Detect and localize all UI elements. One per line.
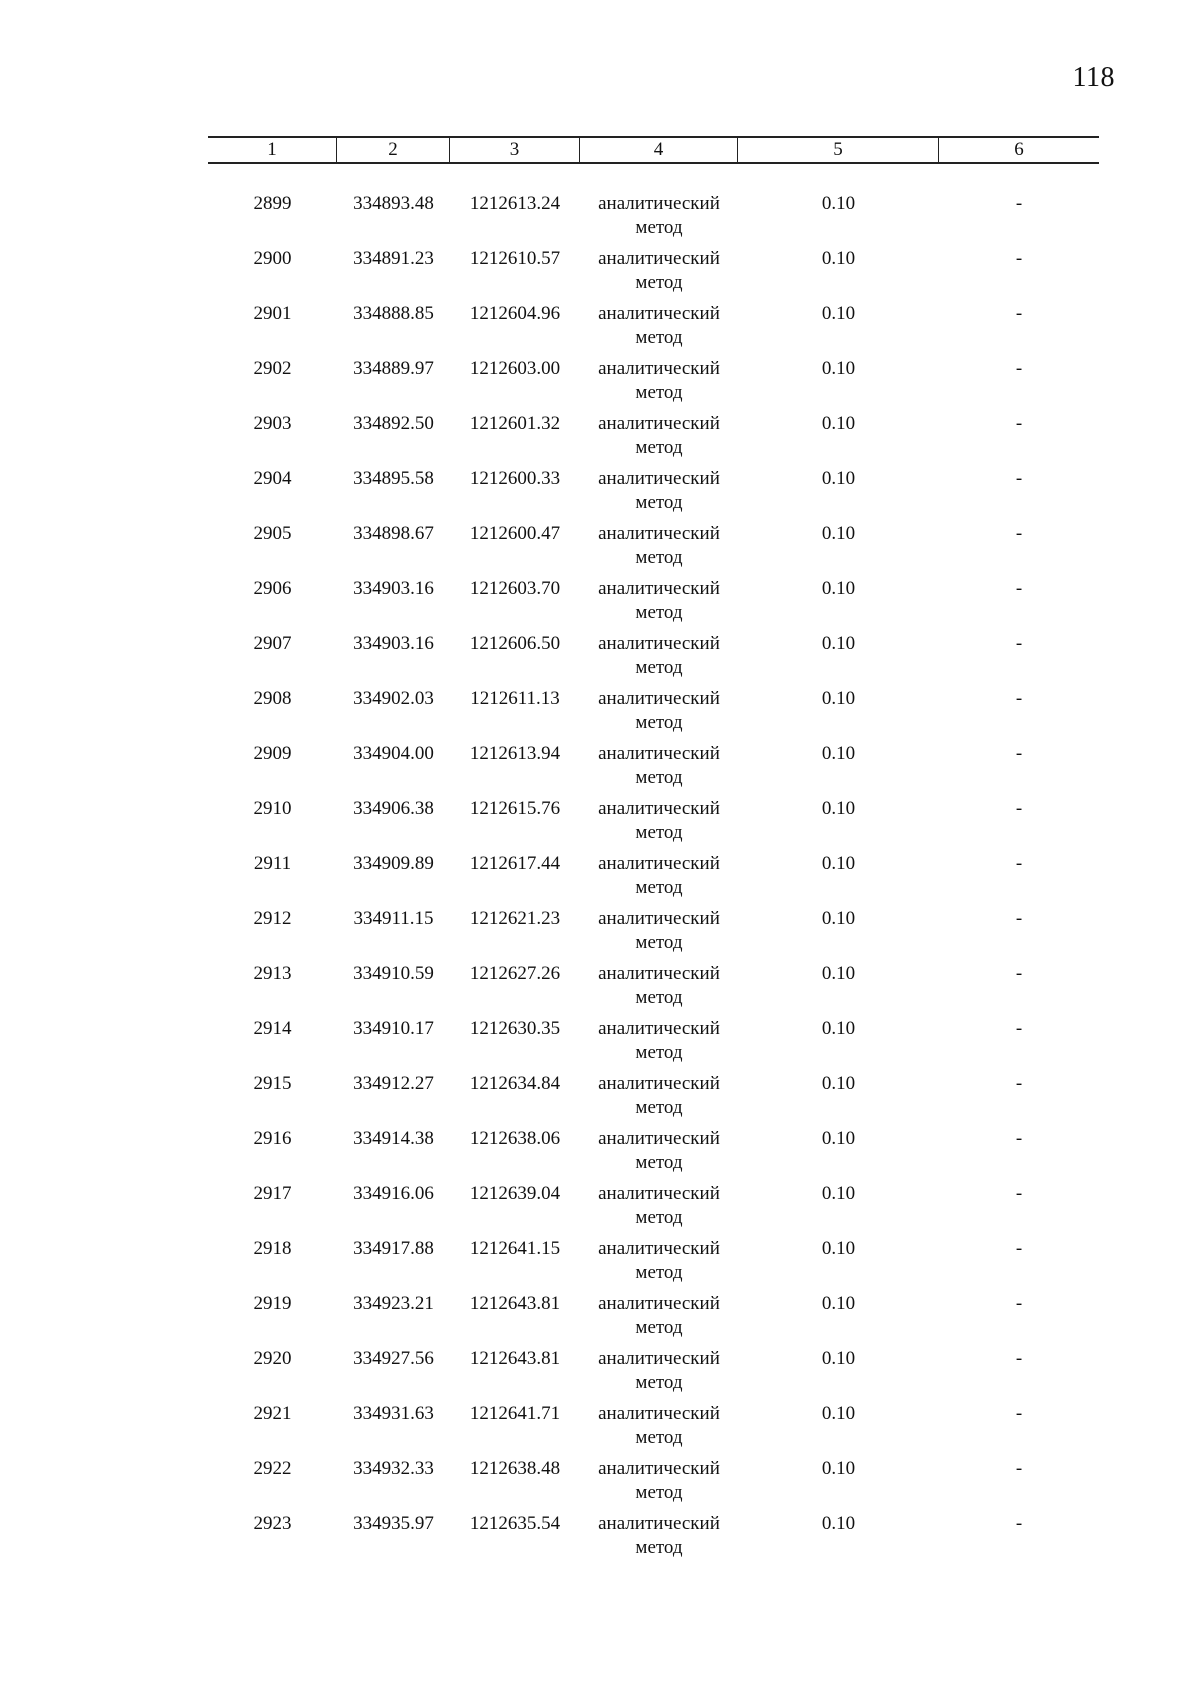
table-row [208, 1072, 1099, 1127]
point-number-cell: 2911 [253, 853, 292, 874]
accuracy-cell: 0.10 [821, 578, 856, 599]
method-cell [580, 1457, 738, 1505]
method-text: аналитический [598, 798, 720, 819]
x-coordinate-cell: 334888.85 [353, 303, 434, 324]
note-cell: - [1015, 743, 1023, 764]
y-coordinate-cell: 1212641.71 [469, 1403, 561, 1424]
method-text: метод [635, 877, 683, 898]
note-cell: - [1015, 413, 1023, 434]
note-cell: - [1015, 523, 1023, 544]
x-coordinate-cell: 334911.15 [353, 908, 434, 929]
method-text: аналитический [598, 853, 720, 874]
column-header: 4 [580, 138, 738, 162]
method-text: аналитический [598, 1348, 720, 1369]
y-coordinate-cell: 1212627.26 [469, 963, 561, 984]
method-text: метод [635, 272, 683, 293]
method-text: метод [635, 712, 683, 733]
x-coordinate-cell: 334906.38 [353, 798, 434, 819]
x-coordinate-cell: 334898.67 [353, 523, 434, 544]
method-cell [580, 1072, 738, 1120]
accuracy-cell: 0.10 [821, 743, 856, 764]
note-cell: - [1015, 468, 1023, 489]
y-coordinate-cell: 1212639.04 [469, 1183, 561, 1204]
method-text: метод [635, 492, 683, 513]
method-text: аналитический [598, 1293, 720, 1314]
y-coordinate-cell: 1212643.81 [469, 1348, 561, 1369]
y-coordinate-cell: 1212610.57 [469, 248, 561, 269]
accuracy-cell: 0.10 [821, 963, 856, 984]
method-cell [580, 1237, 738, 1285]
note-cell: - [1015, 578, 1023, 599]
accuracy-cell: 0.10 [821, 1348, 856, 1369]
point-number-cell: 2909 [253, 743, 292, 764]
x-coordinate-cell: 334893.48 [353, 193, 434, 214]
method-text: аналитический [598, 908, 720, 929]
page-number: 118 [1072, 62, 1115, 93]
note-cell: - [1015, 248, 1023, 269]
method-cell [580, 467, 738, 515]
x-coordinate-cell: 334931.63 [353, 1403, 434, 1424]
method-cell [580, 577, 738, 625]
point-number-cell: 2910 [253, 798, 292, 819]
method-text: аналитический [598, 303, 720, 324]
method-text: аналитический [598, 358, 720, 379]
note-cell: - [1015, 303, 1023, 324]
x-coordinate-cell: 334923.21 [353, 1293, 434, 1314]
y-coordinate-cell: 1212617.44 [469, 853, 561, 874]
method-text: метод [635, 217, 683, 238]
y-coordinate-cell: 1212615.76 [469, 798, 561, 819]
method-cell [580, 1402, 738, 1450]
note-cell: - [1015, 1458, 1023, 1479]
accuracy-cell: 0.10 [821, 1073, 856, 1094]
note-cell: - [1015, 193, 1023, 214]
column-header: 1 [208, 138, 337, 162]
column-header: 2 [337, 138, 450, 162]
accuracy-cell: 0.10 [821, 688, 856, 709]
y-coordinate-cell: 1212621.23 [469, 908, 561, 929]
method-text: аналитический [598, 1018, 720, 1039]
point-number-cell: 2899 [253, 193, 292, 214]
x-coordinate-cell: 334916.06 [353, 1183, 434, 1204]
point-number-cell: 2901 [253, 303, 292, 324]
accuracy-cell: 0.10 [821, 1458, 856, 1479]
x-coordinate-cell: 334903.16 [353, 633, 434, 654]
method-text: метод [635, 987, 683, 1008]
table-row [208, 192, 1099, 247]
y-coordinate-cell: 1212601.32 [469, 413, 561, 434]
method-text: аналитический [598, 193, 720, 214]
method-text: метод [635, 1427, 683, 1448]
method-text: метод [635, 327, 683, 348]
method-text: метод [635, 1097, 683, 1118]
method-text: аналитический [598, 743, 720, 764]
point-number-cell: 2920 [253, 1348, 292, 1369]
y-coordinate-cell: 1212634.84 [469, 1073, 561, 1094]
accuracy-cell: 0.10 [821, 908, 856, 929]
x-coordinate-cell: 334927.56 [353, 1348, 434, 1369]
y-coordinate-cell: 1212638.06 [469, 1128, 561, 1149]
column-header: 6 [1014, 139, 1024, 160]
method-cell [580, 852, 738, 900]
table-row [208, 1402, 1099, 1457]
x-coordinate-cell: 334889.97 [353, 358, 434, 379]
method-cell [580, 1017, 738, 1065]
column-header: 5 [738, 138, 939, 162]
point-number-cell: 2900 [253, 248, 292, 269]
method-cell [580, 1292, 738, 1340]
note-cell: - [1015, 853, 1023, 874]
method-text: метод [635, 1262, 683, 1283]
table-row [208, 1347, 1099, 1402]
note-cell: - [1015, 1238, 1023, 1259]
method-text: аналитический [598, 1183, 720, 1204]
method-cell [580, 742, 738, 790]
accuracy-cell: 0.10 [821, 1128, 856, 1149]
method-cell [580, 962, 738, 1010]
method-text: метод [635, 657, 683, 678]
accuracy-cell: 0.10 [821, 1018, 856, 1039]
point-number-cell: 2923 [253, 1513, 292, 1534]
y-coordinate-cell: 1212643.81 [469, 1293, 561, 1314]
method-text: аналитический [598, 468, 720, 489]
method-text: метод [635, 1042, 683, 1063]
point-number-cell: 2914 [253, 1018, 292, 1039]
accuracy-cell: 0.10 [821, 633, 856, 654]
table-row [208, 1127, 1099, 1182]
y-coordinate-cell: 1212613.94 [469, 743, 561, 764]
method-text: метод [635, 1537, 683, 1558]
point-number-cell: 2908 [253, 688, 292, 709]
table-row [208, 632, 1099, 687]
table-row [208, 1457, 1099, 1512]
x-coordinate-cell: 334914.38 [353, 1128, 434, 1149]
x-coordinate-cell: 334910.59 [353, 963, 434, 984]
point-number-cell: 2919 [253, 1293, 292, 1314]
table-row [208, 907, 1099, 962]
y-coordinate-cell: 1212604.96 [469, 303, 561, 324]
method-text: аналитический [598, 688, 720, 709]
y-coordinate-cell: 1212635.54 [469, 1513, 561, 1534]
table-row [208, 1292, 1099, 1347]
point-number-cell: 2913 [253, 963, 292, 984]
note-cell: - [1015, 1018, 1023, 1039]
method-text: аналитический [598, 523, 720, 544]
method-cell [580, 522, 738, 570]
note-cell: - [1015, 688, 1023, 709]
y-coordinate-cell: 1212603.00 [469, 358, 561, 379]
y-coordinate-cell: 1212603.70 [469, 578, 561, 599]
accuracy-cell: 0.10 [821, 853, 856, 874]
x-coordinate-cell: 334891.23 [353, 248, 434, 269]
point-number-cell: 2917 [253, 1183, 292, 1204]
note-cell: - [1015, 1183, 1023, 1204]
method-text: метод [635, 822, 683, 843]
method-text: метод [635, 1372, 683, 1393]
accuracy-cell: 0.10 [821, 468, 856, 489]
method-text: аналитический [598, 248, 720, 269]
method-text: аналитический [598, 1458, 720, 1479]
method-cell [580, 1347, 738, 1395]
method-text: аналитический [598, 578, 720, 599]
method-text: метод [635, 767, 683, 788]
column-header: 3 [450, 138, 580, 162]
method-text: метод [635, 1207, 683, 1228]
point-number-cell: 2912 [253, 908, 292, 929]
x-coordinate-cell: 334917.88 [353, 1238, 434, 1259]
x-coordinate-cell: 334912.27 [353, 1073, 434, 1094]
y-coordinate-cell: 1212600.47 [469, 523, 561, 544]
note-cell: - [1015, 1293, 1023, 1314]
accuracy-cell: 0.10 [821, 358, 856, 379]
note-cell: - [1015, 963, 1023, 984]
point-number-cell: 2915 [253, 1073, 292, 1094]
method-text: аналитический [598, 633, 720, 654]
accuracy-cell: 0.10 [821, 193, 856, 214]
table-row [208, 962, 1099, 1017]
method-text: метод [635, 1482, 683, 1503]
table-row [208, 1017, 1099, 1072]
x-coordinate-cell: 334895.58 [353, 468, 434, 489]
x-coordinate-cell: 334902.03 [353, 688, 434, 709]
method-text: аналитический [598, 413, 720, 434]
note-cell: - [1015, 1128, 1023, 1149]
table-row [208, 247, 1099, 302]
note-cell: - [1015, 1403, 1023, 1424]
method-cell [580, 907, 738, 955]
method-cell [580, 192, 738, 240]
method-cell [580, 687, 738, 735]
method-cell [580, 1127, 738, 1175]
note-cell: - [1015, 908, 1023, 929]
accuracy-cell: 0.10 [821, 1513, 856, 1534]
table-row [208, 467, 1099, 522]
point-number-cell: 2922 [253, 1458, 292, 1479]
method-text: аналитический [598, 1403, 720, 1424]
method-text: метод [635, 382, 683, 403]
method-text: метод [635, 437, 683, 458]
x-coordinate-cell: 334935.97 [353, 1513, 434, 1534]
accuracy-cell: 0.10 [821, 523, 856, 544]
y-coordinate-cell: 1212600.33 [469, 468, 561, 489]
method-cell [580, 357, 738, 405]
accuracy-cell: 0.10 [821, 1238, 856, 1259]
method-cell [580, 1512, 738, 1560]
y-coordinate-cell: 1212613.24 [469, 193, 561, 214]
table-row [208, 302, 1099, 357]
method-cell [580, 1182, 738, 1230]
method-cell [580, 797, 738, 845]
method-cell [580, 247, 738, 295]
method-text: аналитический [598, 1238, 720, 1259]
table-row [208, 1237, 1099, 1292]
method-text: аналитический [598, 1128, 720, 1149]
note-cell: - [1015, 1513, 1023, 1534]
point-number-cell: 2916 [253, 1128, 292, 1149]
method-text: аналитический [598, 1073, 720, 1094]
table-row [208, 852, 1099, 907]
table-row [208, 742, 1099, 797]
table-row [208, 357, 1099, 412]
table-header [208, 136, 1099, 164]
y-coordinate-cell: 1212630.35 [469, 1018, 561, 1039]
accuracy-cell: 0.10 [821, 1183, 856, 1204]
x-coordinate-cell: 334903.16 [353, 578, 434, 599]
method-text: метод [635, 602, 683, 623]
method-text: аналитический [598, 1513, 720, 1534]
method-text: аналитический [598, 963, 720, 984]
accuracy-cell: 0.10 [821, 1293, 856, 1314]
method-cell [580, 302, 738, 350]
accuracy-cell: 0.10 [821, 1403, 856, 1424]
point-number-cell: 2904 [253, 468, 292, 489]
method-text: метод [635, 1152, 683, 1173]
accuracy-cell: 0.10 [821, 413, 856, 434]
note-cell: - [1015, 1073, 1023, 1094]
point-number-cell: 2918 [253, 1238, 292, 1259]
table-row [208, 577, 1099, 632]
x-coordinate-cell: 334904.00 [353, 743, 434, 764]
point-number-cell: 2921 [253, 1403, 292, 1424]
table-body [208, 192, 1099, 1567]
y-coordinate-cell: 1212638.48 [469, 1458, 561, 1479]
note-cell: - [1015, 1348, 1023, 1369]
table-row [208, 1512, 1099, 1567]
table-row [208, 687, 1099, 742]
table-row [208, 797, 1099, 852]
accuracy-cell: 0.10 [821, 248, 856, 269]
method-text: метод [635, 547, 683, 568]
note-cell: - [1015, 358, 1023, 379]
y-coordinate-cell: 1212641.15 [469, 1238, 561, 1259]
point-number-cell: 2907 [253, 633, 292, 654]
table-row [208, 412, 1099, 467]
y-coordinate-cell: 1212611.13 [470, 688, 560, 709]
table-row [208, 1182, 1099, 1237]
note-cell: - [1015, 633, 1023, 654]
point-number-cell: 2906 [253, 578, 292, 599]
method-text: метод [635, 1317, 683, 1338]
method-cell [580, 412, 738, 460]
x-coordinate-cell: 334932.33 [353, 1458, 434, 1479]
accuracy-cell: 0.10 [821, 798, 856, 819]
point-number-cell: 2902 [253, 358, 292, 379]
x-coordinate-cell: 334910.17 [353, 1018, 434, 1039]
note-cell: - [1015, 798, 1023, 819]
x-coordinate-cell: 334892.50 [353, 413, 434, 434]
method-text: метод [635, 932, 683, 953]
point-number-cell: 2905 [253, 523, 292, 544]
method-cell [580, 632, 738, 680]
point-number-cell: 2903 [253, 413, 292, 434]
table-row [208, 522, 1099, 577]
y-coordinate-cell: 1212606.50 [469, 633, 561, 654]
accuracy-cell: 0.10 [821, 303, 856, 324]
x-coordinate-cell: 334909.89 [353, 853, 434, 874]
